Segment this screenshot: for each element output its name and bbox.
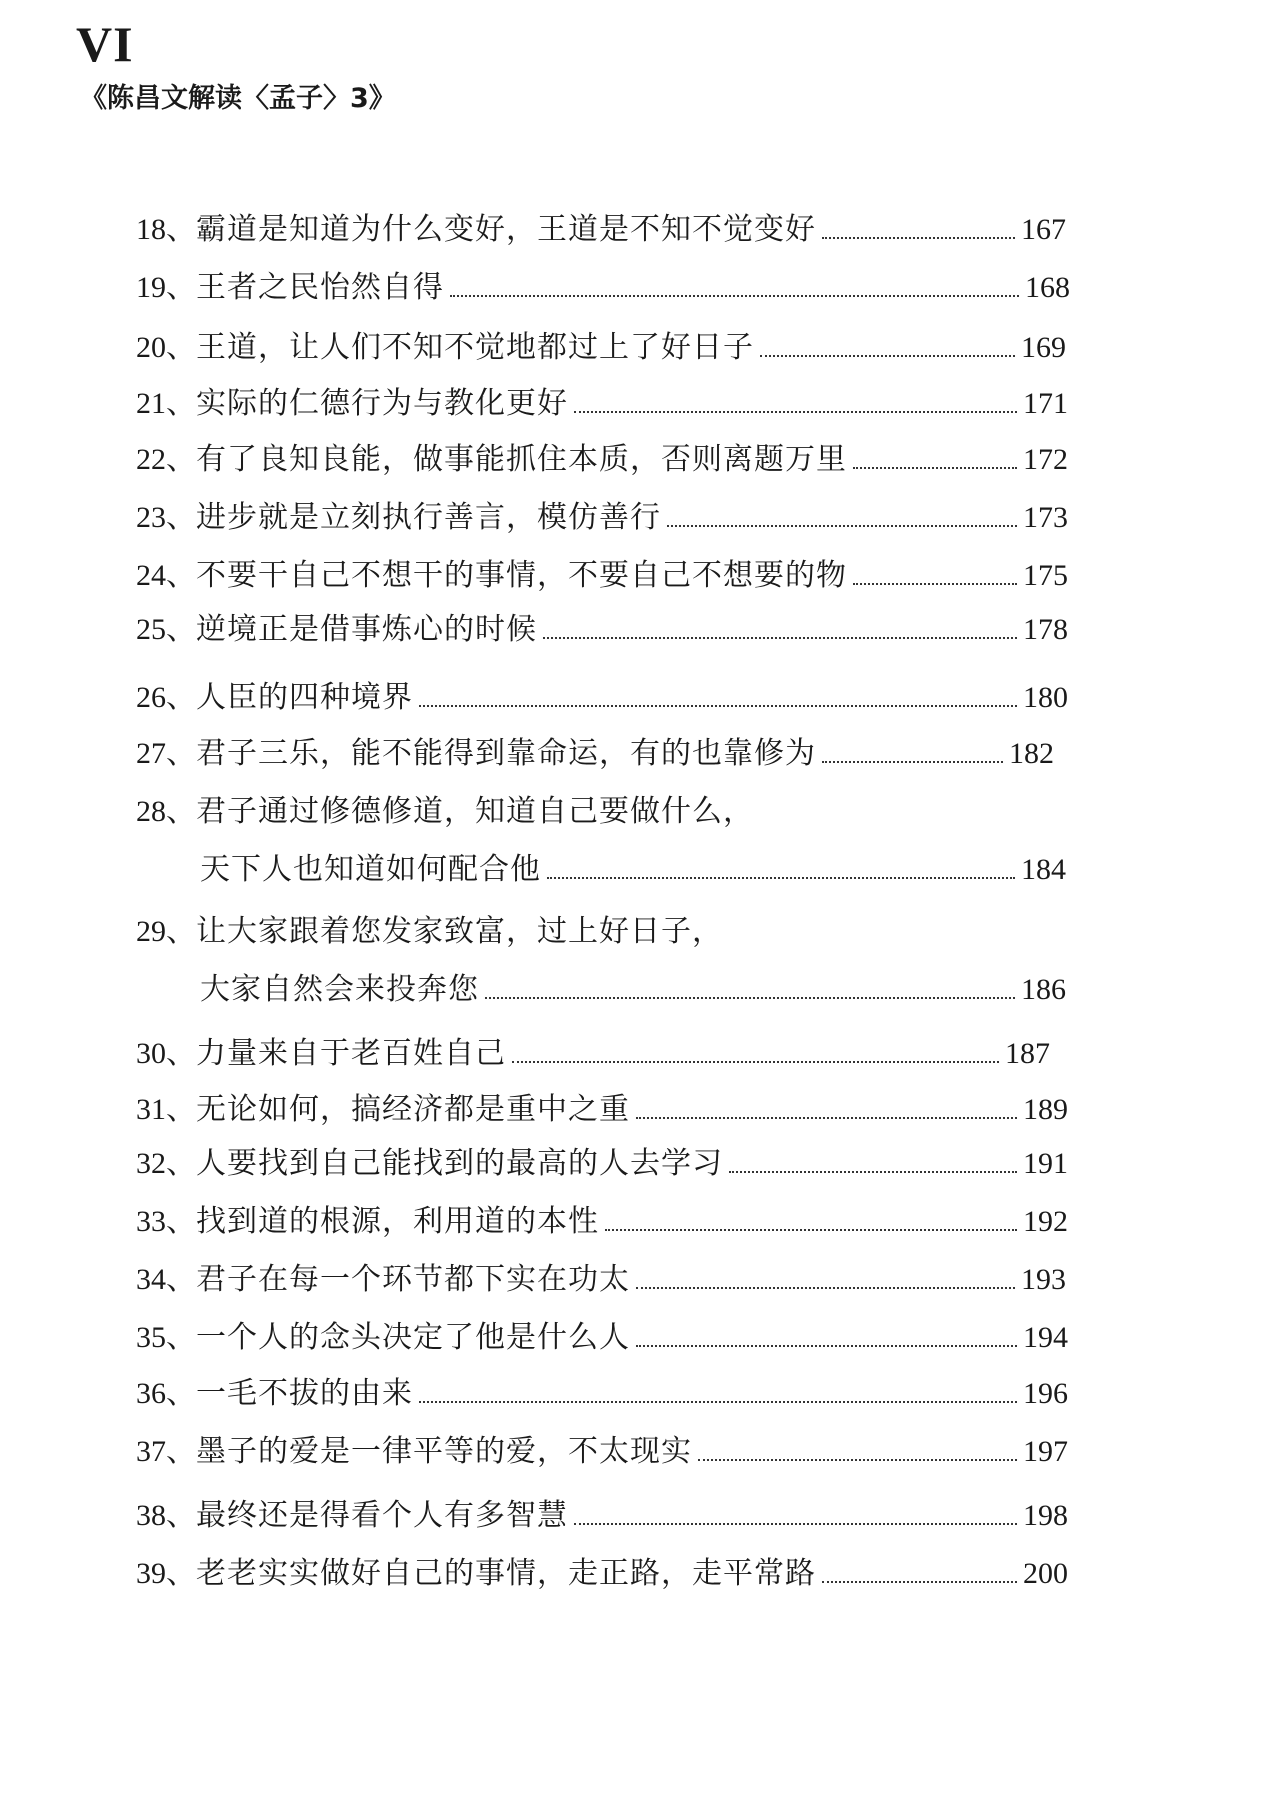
toc-entry-title: 力量来自于老百姓自己 <box>196 1036 506 1071</box>
dot-leader <box>822 237 1015 239</box>
toc-entry-page: 171 <box>1023 387 1068 420</box>
dot-leader <box>574 411 1017 413</box>
toc-entry-title: 墨子的爱是一律平等的爱，不太现实 <box>196 1434 692 1469</box>
toc-entry[interactable] <box>136 268 1070 308</box>
toc-entry-separator: 、 <box>166 442 196 477</box>
book-title: 《陈昌文解读〈孟子〉3》 <box>80 83 396 114</box>
toc-entry-number: 27 <box>136 737 166 770</box>
toc-entry-number: 31 <box>136 1093 166 1126</box>
toc-entry-separator: 、 <box>166 1434 196 1469</box>
toc-entry-number: 26 <box>136 681 166 714</box>
toc-entry-title: 无论如何，搞经济都是重中之重 <box>196 1092 630 1127</box>
toc-entry-title: 进步就是立刻执行善言，模仿善行 <box>196 500 661 535</box>
toc-entry[interactable] <box>136 498 1068 538</box>
toc-entry-number: 25 <box>136 613 166 646</box>
toc-entry[interactable] <box>136 1432 1068 1472</box>
toc-entry-title: 君子在每一个环节都下实在功太 <box>196 1262 630 1297</box>
toc-entry-number: 29 <box>136 915 166 948</box>
dot-leader <box>574 1523 1017 1525</box>
toc-entry-page: 182 <box>1009 737 1054 770</box>
toc-entry[interactable] <box>136 1496 1068 1536</box>
toc-entry-page: 198 <box>1023 1499 1068 1532</box>
toc-entry-page: 194 <box>1023 1321 1068 1354</box>
toc-entry-page: 192 <box>1023 1205 1068 1238</box>
dot-leader <box>729 1171 1017 1173</box>
toc-entry-number: 18 <box>136 213 166 246</box>
dot-leader <box>853 467 1017 469</box>
toc-entry-number: 23 <box>136 501 166 534</box>
toc-entry-separator: 、 <box>166 1262 196 1297</box>
toc-entry[interactable] <box>136 384 1068 424</box>
toc-entry-separator: 、 <box>166 1556 196 1591</box>
toc-entry-separator: 、 <box>166 1036 196 1071</box>
toc-entry[interactable] <box>136 440 1068 480</box>
toc-entry-title: 王者之民怡然自得 <box>196 270 444 305</box>
toc-entry-page: 187 <box>1005 1037 1050 1070</box>
toc-entry-number: 21 <box>136 387 166 420</box>
toc-entry-title: 人要找到自己能找到的最高的人去学习 <box>196 1146 723 1181</box>
toc-entry-separator: 、 <box>166 1498 196 1533</box>
toc-entry-separator: 、 <box>166 212 196 247</box>
toc-entry-first-line[interactable] <box>136 792 754 832</box>
dot-leader <box>853 583 1017 585</box>
toc-entry-title: 最终还是得看个人有多智慧 <box>196 1498 568 1533</box>
toc-entry-separator: 、 <box>166 612 196 647</box>
toc-entry[interactable] <box>136 610 1068 650</box>
toc-entry-title: 不要干自己不想干的事情，不要自己不想要的物 <box>196 558 847 593</box>
dot-leader <box>512 1061 999 1063</box>
toc-entry[interactable] <box>136 1090 1068 1130</box>
toc-entry-number: 39 <box>136 1557 166 1590</box>
toc-entry-separator: 、 <box>166 736 196 771</box>
toc-entry-number: 38 <box>136 1499 166 1532</box>
toc-entry-number: 30 <box>136 1037 166 1070</box>
dot-leader <box>667 525 1017 527</box>
toc-entry-number: 32 <box>136 1147 166 1180</box>
toc-entry-number: 34 <box>136 1263 166 1296</box>
toc-entry-page: 175 <box>1023 559 1068 592</box>
dot-leader <box>636 1117 1017 1119</box>
toc-entry-separator: 、 <box>166 386 196 421</box>
dot-leader <box>760 355 1015 357</box>
dot-leader <box>605 1229 1017 1231</box>
toc-entry-separator: 、 <box>166 1092 196 1127</box>
dot-leader <box>485 997 1015 999</box>
toc-entry-number: 24 <box>136 559 166 592</box>
toc-entry-page: 197 <box>1023 1435 1068 1468</box>
dot-leader <box>543 637 1017 639</box>
toc-entry[interactable] <box>136 1554 1068 1594</box>
toc-entry-number: 28 <box>136 795 166 828</box>
toc-entry-title: 逆境正是借事炼心的时候 <box>196 612 537 647</box>
dot-leader <box>822 761 1003 763</box>
toc-entry-number: 35 <box>136 1321 166 1354</box>
toc-entry-page: 173 <box>1023 501 1068 534</box>
toc-entry-number: 19 <box>136 271 166 304</box>
dot-leader <box>822 1581 1017 1583</box>
toc-entry[interactable] <box>136 1374 1068 1414</box>
toc-entry-separator: 、 <box>166 1376 196 1411</box>
toc-entry-page: 184 <box>1021 853 1066 886</box>
dot-leader <box>547 877 1015 879</box>
toc-entry-continuation[interactable] <box>200 850 1066 890</box>
toc-entry[interactable] <box>136 1034 1050 1074</box>
toc-entry-separator: 、 <box>166 794 196 829</box>
toc-entry[interactable] <box>136 1318 1068 1358</box>
toc-entry-title: 霸道是知道为什么变好，王道是不知不觉变好 <box>196 212 816 247</box>
toc-entry-first-line[interactable] <box>136 912 723 952</box>
toc-entry[interactable] <box>136 556 1068 596</box>
toc-entry-title: 君子三乐，能不能得到靠命运，有的也靠修为 <box>196 736 816 771</box>
toc-entry-number: 33 <box>136 1205 166 1238</box>
toc-entry-page: 169 <box>1021 331 1066 364</box>
toc-entry-title: 人臣的四种境界 <box>196 680 413 715</box>
toc-entry[interactable] <box>136 210 1066 250</box>
toc-entry-title: 君子通过修德修道，知道自己要做什么， <box>196 794 754 829</box>
toc-entry[interactable] <box>136 1260 1066 1300</box>
dot-leader <box>450 295 1019 297</box>
toc-entry-separator: 、 <box>166 500 196 535</box>
toc-entry-separator: 、 <box>166 914 196 949</box>
toc-entry-separator: 、 <box>166 1320 196 1355</box>
dot-leader <box>636 1345 1017 1347</box>
toc-entry-page: 178 <box>1023 613 1068 646</box>
toc-entry[interactable] <box>136 678 1068 718</box>
toc-entry-title: 让大家跟着您发家致富，过上好日子， <box>196 914 723 949</box>
dot-leader <box>636 1287 1015 1289</box>
toc-entry-number: 37 <box>136 1435 166 1468</box>
toc-entry-title-continued: 大家自然会来投奔您 <box>200 972 479 1007</box>
dot-leader <box>419 705 1017 707</box>
toc-entry-page: 172 <box>1023 443 1068 476</box>
toc-entry-page: 193 <box>1021 1263 1066 1296</box>
toc-entry-page: 191 <box>1023 1147 1068 1180</box>
toc-entry-separator: 、 <box>166 1146 196 1181</box>
toc-entry-page: 167 <box>1021 213 1066 246</box>
toc-entry-page: 186 <box>1021 973 1066 1006</box>
toc-entry-title: 找到道的根源，利用道的本性 <box>196 1204 599 1239</box>
toc-entry-separator: 、 <box>166 330 196 365</box>
toc-entry-title: 有了良知良能，做事能抓住本质，否则离题万里 <box>196 442 847 477</box>
toc-entry-title: 实际的仁德行为与教化更好 <box>196 386 568 421</box>
toc-entry-page: 189 <box>1023 1093 1068 1126</box>
page-number: VI <box>76 16 134 72</box>
toc-entry-title: 王道，让人们不知不觉地都过上了好日子 <box>196 330 754 365</box>
toc-entry-number: 36 <box>136 1377 166 1410</box>
toc-entry-title-continued: 天下人也知道如何配合他 <box>200 852 541 887</box>
toc-entry-page: 168 <box>1025 271 1070 304</box>
toc-entry[interactable] <box>136 1202 1068 1242</box>
toc-entry-separator: 、 <box>166 558 196 593</box>
dot-leader <box>419 1401 1017 1403</box>
toc-entry-number: 20 <box>136 331 166 364</box>
toc-entry[interactable] <box>136 328 1066 368</box>
toc-entry-continuation[interactable] <box>200 970 1066 1010</box>
toc-entry-number: 22 <box>136 443 166 476</box>
toc-entry-page: 196 <box>1023 1377 1068 1410</box>
toc-entry-title: 一毛不拔的由来 <box>196 1376 413 1411</box>
toc-entry-title: 老老实实做好自己的事情，走正路，走平常路 <box>196 1556 816 1591</box>
toc-entry-page: 180 <box>1023 681 1068 714</box>
toc-entry-separator: 、 <box>166 680 196 715</box>
toc-entry-separator: 、 <box>166 270 196 305</box>
dot-leader <box>698 1459 1017 1461</box>
toc-entry[interactable] <box>136 1144 1068 1184</box>
toc-entry-separator: 、 <box>166 1204 196 1239</box>
toc-entry-title: 一个人的念头决定了他是什么人 <box>196 1320 630 1355</box>
toc-entry[interactable] <box>136 734 1054 774</box>
toc-entry-page: 200 <box>1023 1557 1068 1590</box>
